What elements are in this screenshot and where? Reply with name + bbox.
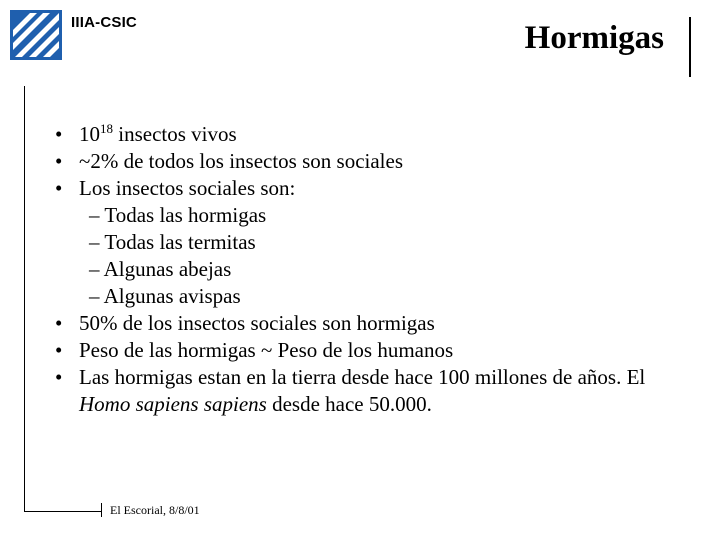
list-item: • 50% de los insectos sociales son hormigas <box>55 310 665 337</box>
title-divider <box>689 17 691 77</box>
org-name: IIIA-CSIC <box>71 14 137 31</box>
footer-text: El Escorial, 8/8/01 <box>110 503 200 517</box>
species-name: Homo sapiens sapiens <box>79 392 267 416</box>
exponent-base: 10 <box>79 122 100 146</box>
list-item: • Peso de las hormigas ~ Peso de los humanos <box>55 337 665 364</box>
footer-divider <box>101 503 102 517</box>
left-border <box>24 86 25 512</box>
sub-list-item: – Algunas avispas <box>89 284 241 308</box>
list-item: • ~2% de todos los insectos son sociales <box>55 148 665 175</box>
sub-list-item: – Todas las termitas <box>89 230 256 254</box>
list-item <box>55 364 665 418</box>
bottom-border <box>24 511 101 512</box>
sub-list-item: – Todas las hormigas <box>89 203 267 227</box>
list-item-text: insectos vivos <box>113 122 237 146</box>
exponent: 18 <box>100 121 113 136</box>
list-item: • Los insectos sociales son: <box>55 175 665 202</box>
list-item <box>55 121 665 148</box>
page-title: Hormigas <box>524 20 664 56</box>
bullet-list <box>55 121 665 418</box>
list-item-text: Las hormigas estan en la tierra desde hace 100 millones de años. El <box>79 365 646 389</box>
iiia-logo-icon <box>10 10 62 60</box>
sub-list-item: – Algunas abejas <box>89 257 232 281</box>
list-item-text: desde hace 50.000. <box>266 392 432 416</box>
